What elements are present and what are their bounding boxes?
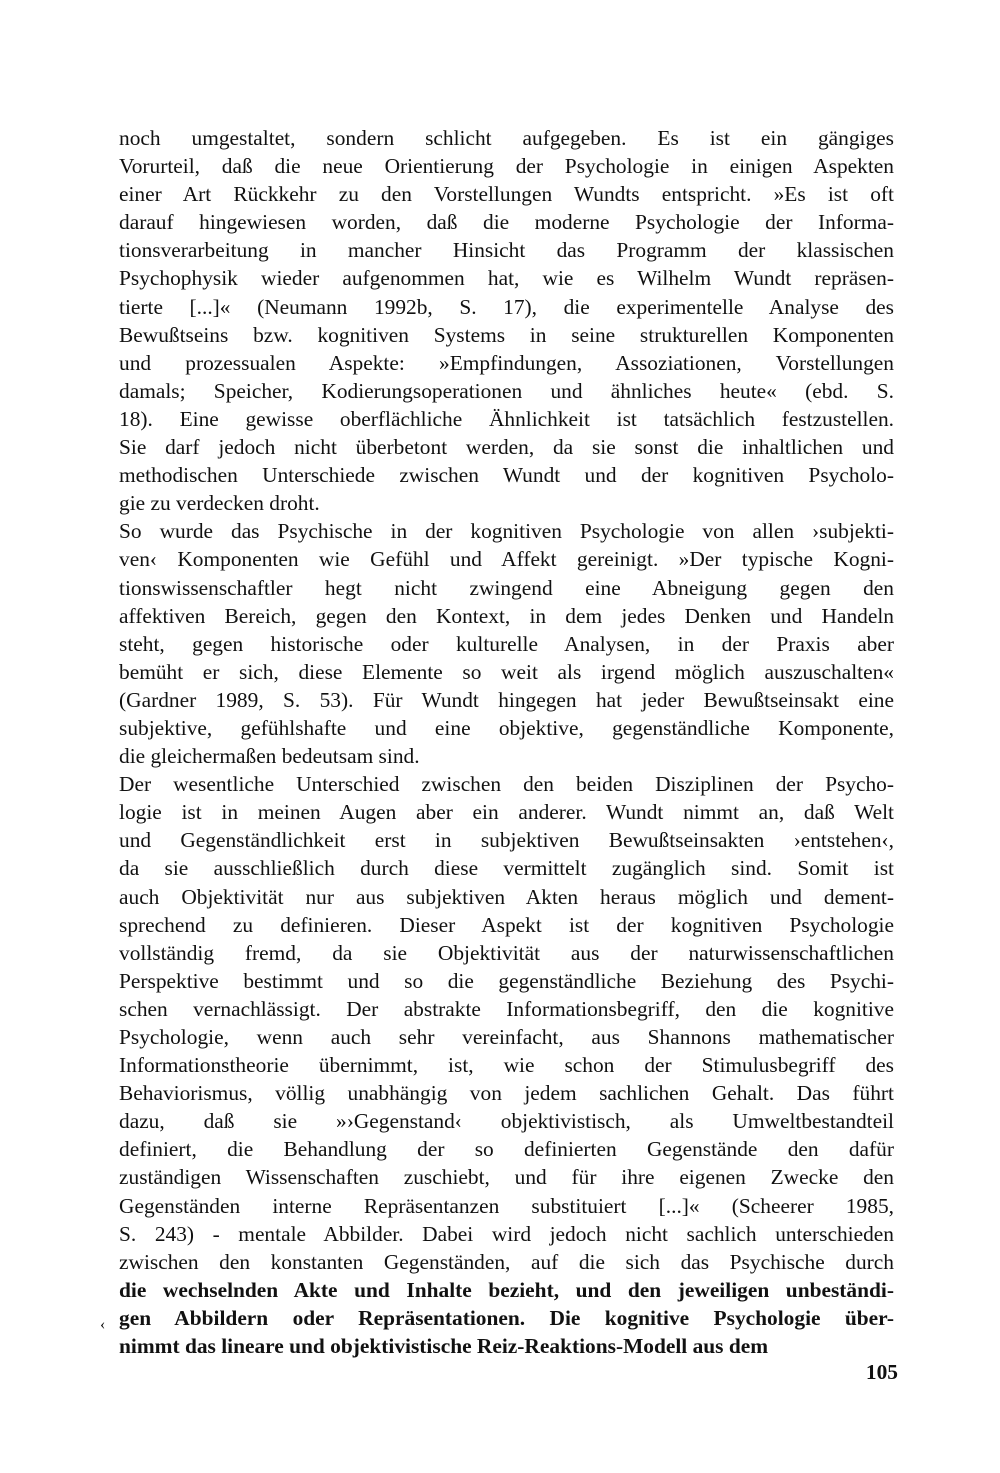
text-line: und prozessualen Aspekte: »Empfindungen, Assoziationen, Vorstellungen [119,350,894,375]
text-line: ven‹ Komponenten wie Gefühl und Affekt gereinigt. »Der typische Kogni- [119,547,894,572]
text-line: affektiven Bereich, gegen den Kontext, in dem jedes Denken und Handeln [119,603,894,628]
text-line: Der wesentliche Unterschied zwischen den beiden Disziplinen der Psycho- [119,772,894,797]
text-line: Perspektive bestimmt und so die gegenständliche Beziehung des Psychi- [119,968,894,993]
text-line: Sie darf jedoch nicht überbetont werden, da sie sonst die inhaltlichen und [119,435,894,460]
text-line: zwischen den konstanten Gegenständen, auf die sich das Psychische durch [119,1249,894,1274]
text-line: Psychologie, wenn auch sehr vereinfacht, aus Shannons mathematischer [119,1025,894,1049]
text-line: gen Abbildern oder Repräsentationen. Die kognitive Psychologie über- [119,1305,894,1330]
text-line: Psychophysik wieder aufgenommen hat, wie es Wilhelm Wundt repräsen- [119,266,894,291]
text-line: sprechend zu definieren. Dieser Aspekt ist der kognitiven Psychologie [119,912,894,937]
text-line: logie ist in meinen Augen aber ein anderer. Wundt nimmt an, daß Welt [119,800,894,825]
text-line: die wechselnden Akte und Inhalte bezieht, und den jeweiligen unbeständi- [119,1277,894,1302]
text-line: Vorurteil, daß die neue Orientierung der Psychologie in einigen Aspekten [119,154,894,179]
page-number: 105 [865,1360,898,1384]
text-line: Behaviorismus, völlig unabhängig von jedem sachlichen Gehalt. Das führt [119,1081,894,1106]
text-line: 18). Eine gewisse oberflächliche Ähnlichkeit ist tatsächlich festzustellen. [119,406,894,431]
text-line: methodischen Unterschiede zwischen Wundt und der kognitiven Psycholo- [119,463,894,488]
paragraph [119,770,894,1360]
text-line: schen vernachlässigt. Der abstrakte Informationsbegriff, den die kognitive [119,996,894,1021]
text-line: definiert, die Behandlung der so definierten Gegenstände den dafür [119,1137,894,1162]
text-line: darauf hingewiesen worden, daß die moderne Psychologie der Informa- [119,210,894,235]
text-line: zuständigen Wissenschaften zuschiebt, und für ihre eigenen Zwecke den [119,1165,894,1190]
text-line: bemüht er sich, diese Elemente so weit als irgend möglich auszuschalten« [119,659,894,684]
text-line: noch umgestaltet, sondern schlicht aufgegeben. Es ist ein gängiges [119,126,894,150]
text-line: dazu, daß sie »›Gegenstand‹ objektivistisch, als Umweltbestandteil [119,1109,894,1134]
text-line: tierte [...]« (Neumann 1992b, S. 17), die experimentelle Analyse des [119,294,894,319]
margin-mark: ‹ [100,1316,106,1333]
text-line: (Gardner 1989, S. 53). Für Wundt hingegen hat jeder Bewußtseinsakt eine [119,687,894,712]
text-line: und Gegenständlichkeit erst in subjektiven Bewußtseinsakten ›entstehen‹, [119,828,894,853]
text-line: auch Objektivität nur aus subjektiven Akten heraus möglich und dement- [119,884,894,909]
text-line: einer Art Rückkehr zu den Vorstellungen Wundts entspricht. »Es ist oft [119,182,894,207]
text-line: steht, gegen historische oder kulturelle Analysen, in der Praxis aber [119,631,894,656]
paragraph [119,517,894,770]
text-line: vollständig fremd, da sie Objektivität aus der naturwissenschaftlichen [119,940,894,965]
text-line: Informationstheorie übernimmt, ist, wie schon der Stimulusbegriff des [119,1053,894,1078]
text-line: subjektive, gefühlshafte und eine objektive, gegenständliche Komponente, [119,715,894,740]
text-line: damals; Speicher, Kodierungsoperationen und ähnliches heute« (ebd. S. [119,378,894,403]
text-line: nimmt das lineare und objektivistische Reiz-Reaktions-Modell aus dem [119,1334,769,1359]
text-line: tionswissenschaftler hegt nicht zwingend eine Abneigung gegen den [119,575,894,600]
text-line: tionsverarbeitung in mancher Hinsicht das Programm der klassischen [119,238,894,263]
text-line: da sie ausschließlich durch diese vermittelt zugänglich sind. Somit ist [119,856,894,881]
body-text [119,124,894,1360]
text-line: So wurde das Psychische in der kognitiven Psychologie von allen ›subjekti- [119,519,894,544]
text-line: Bewußtseins bzw. kognitiven Systems in seine strukturellen Komponenten [119,322,894,347]
text-line: gie zu verdecken droht. [119,491,320,516]
text-line: S. 243) - mentale Abbilder. Dabei wird jedoch nicht sachlich unterschieden [119,1221,894,1246]
text-line: Gegenständen interne Repräsentanzen substituiert [...]« (Scheerer 1985, [119,1193,894,1218]
text-line: die gleichermaßen bedeutsam sind. [119,744,420,769]
paragraph [119,124,894,517]
